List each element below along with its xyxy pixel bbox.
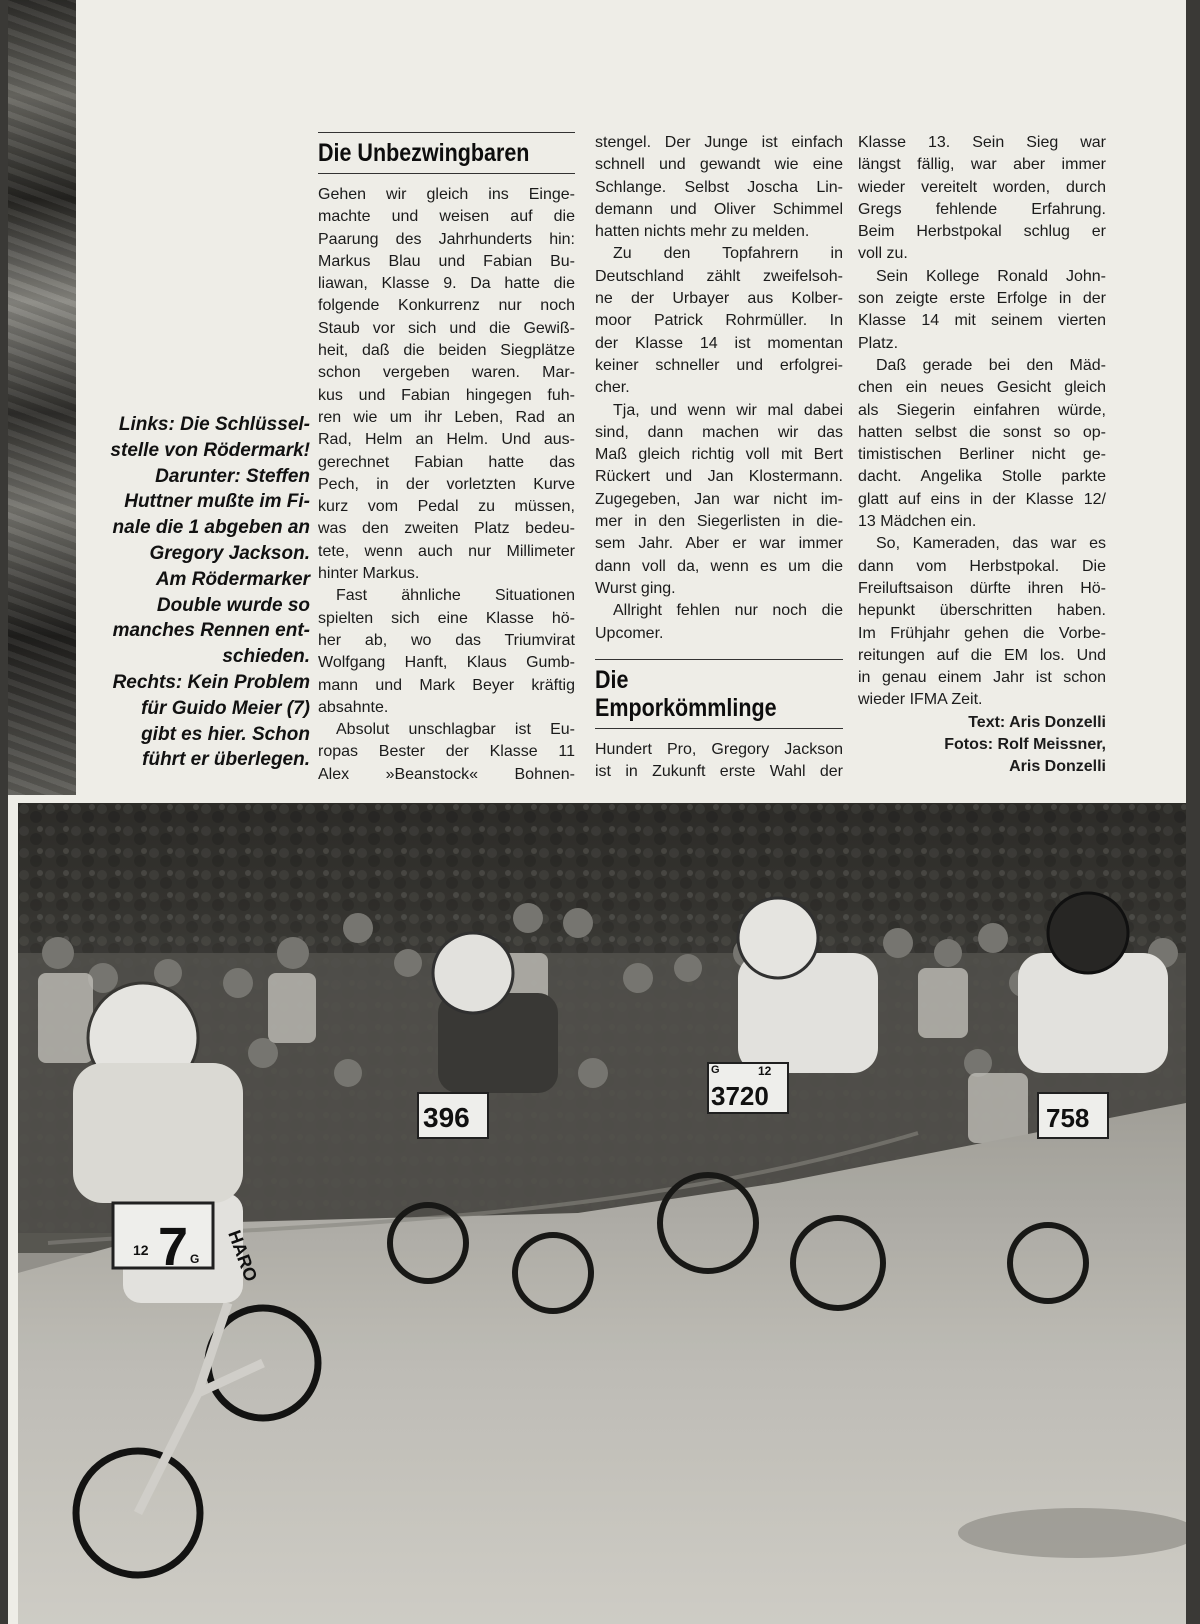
text-line: der Klasse 14 ist momentan [595, 334, 843, 352]
text-line: Zu den Topfahrern in [613, 245, 843, 263]
text-line: Wurst ging. [595, 579, 676, 597]
text-line: machte und weisen auf die [318, 208, 575, 226]
text-line: keiner schneller und erfolgrei- [595, 356, 843, 374]
text-line: mann und Mark Beyer kräftig [318, 676, 575, 694]
plate-letter: G [190, 1252, 200, 1266]
text-line: Klasse 14 mit seinem vierten [858, 312, 1106, 330]
caption-line: Am Rödermarker [155, 568, 310, 590]
text-line: Gregs fehlende Erfahrung. [858, 200, 1106, 218]
plate-number: 396 [423, 1102, 470, 1133]
text-line: heit, daß die beiden Siegplätze [318, 342, 575, 360]
section-heading-line: Die [595, 665, 629, 694]
text-line: als Siegerin einfahren würde, [858, 401, 1106, 419]
photo-caption [60, 412, 310, 773]
text-line: tete, wenn auch nur Millimeter [318, 542, 575, 560]
text-line: son zeigte erste Erfolge in der [858, 290, 1106, 308]
text-line: dann voll da, wenn es um die [595, 557, 843, 575]
text-line: ne der Urbayer aus Kolber- [595, 290, 843, 308]
credit-photos: Aris Donzelli [1009, 758, 1106, 776]
text-line: sem Jahr. Aber er war immer [595, 535, 843, 553]
text-line: Zugegeben, Jan war nicht im- [595, 490, 843, 508]
plate-class: 12 [133, 1242, 149, 1258]
brand-label: HARO [224, 1227, 262, 1285]
heading-rule [595, 659, 843, 660]
plate-number: 758 [1046, 1103, 1090, 1133]
text-line: Freiluftsaison dürfte ihren Hö- [858, 579, 1106, 597]
caption-line: Links: Die Schlüssel- [118, 414, 310, 435]
text-line: schon vergeben waren. Mar- [318, 364, 575, 382]
text-line: Absolut unschlagbar ist Eu- [336, 721, 575, 739]
text-line: gerechnet Fabian hatte das [318, 453, 575, 471]
text-line: Hundert Pro, Gregory Jackson [595, 740, 843, 758]
text-line: längst fällig, war aber immer [858, 156, 1106, 174]
text-line: So, Kameraden, das war es [876, 535, 1106, 553]
article-column-1 [318, 132, 575, 786]
text-line: Fast ähnliche Situationen [336, 587, 575, 605]
article-column-3 [858, 132, 1106, 779]
text-line: Sein Kollege Ronald John- [876, 267, 1106, 285]
text-line: schnell und gewandt wie eine [595, 156, 843, 174]
heading-rule [318, 132, 575, 133]
article-column-2 [595, 132, 843, 783]
text-line: cher. [595, 379, 630, 397]
caption-line: Double wurde so [156, 594, 310, 616]
bmx-race-photo [18, 803, 1186, 1624]
caption-line: Gregory Jackson. [149, 542, 310, 564]
section-heading: Die Unbezwingbaren [318, 139, 530, 167]
caption-line: für Guido Meier (7) [141, 697, 310, 719]
text-line: Gehen wir gleich ins Einge- [318, 186, 575, 203]
text-line: Pech, in der vorletzten Kurve [318, 475, 575, 493]
magazine-page [8, 0, 1186, 1624]
text-line: in genau einem Jahr ist schon [858, 669, 1106, 687]
caption-line: Darunter: Steffen [155, 465, 310, 487]
plate-letter: G [711, 1064, 720, 1076]
text-line: Maß gleich richtig voll mit Bert [595, 446, 843, 464]
caption-line: manches Rennen ent- [112, 620, 310, 642]
text-line: mer in den Siegerlisten in die- [595, 513, 843, 531]
text-line: kus und Fabian hingegen fuh- [318, 386, 575, 404]
caption-line: stelle von Rödermark! [110, 439, 310, 461]
caption-line: schieden. [222, 646, 310, 668]
text-line: 13 Mädchen ein. [858, 513, 977, 531]
text-line: demann und Oliver Schimmel [595, 200, 843, 218]
text-line: Im Frühjahr gehen die Vorbe- [858, 624, 1106, 642]
text-line: ren wie um ihr Leben, Rad an [318, 408, 575, 426]
text-line: Rad, Helm an Helm. Und aus- [318, 431, 575, 449]
text-line: Wolfgang Hanft, Klaus Gumb- [318, 654, 575, 672]
text-line: absahnte. [318, 698, 389, 716]
caption-line: Huttner mußte im Fi- [124, 491, 310, 513]
text-line: Beim Herbstpokal schlug er [858, 223, 1106, 241]
text-line: Platz. [858, 334, 899, 352]
text-line: hinter Markus. [318, 565, 420, 583]
plate-class: 12 [758, 1064, 772, 1078]
section-heading-line: Emporkömmlinge [595, 693, 777, 722]
text-line: Allright fehlen nur noch die [613, 602, 843, 620]
caption-line: führt er überlegen. [142, 749, 310, 771]
text-line: dacht. Angelika Stolle parkte [858, 468, 1106, 486]
text-line: Schlange. Selbst Joscha Lin- [595, 178, 843, 196]
text-line: Alex »Beanstock« Bohnen- [318, 765, 575, 783]
text-line: Tja, und wenn wir mal dabei [613, 401, 843, 419]
credit-photos: Fotos: Rolf Meissner, [944, 736, 1106, 754]
text-line: Markus Blau und Fabian Bu- [318, 252, 575, 270]
text-line: reitungen auf die EM los. Und [858, 646, 1106, 664]
caption-line: gibt es hier. Schon [141, 723, 310, 745]
text-line: ist in Zukunft erste Wahl der [595, 763, 843, 781]
text-line: ropas Bester der Klasse 11 [318, 743, 575, 761]
text-line: glatt auf eins in der Klasse 12/ [858, 490, 1106, 508]
text-line: spielten sich eine Klasse hö- [318, 609, 575, 627]
text-line: hatten nichts mehr zu melden. [595, 223, 810, 241]
text-line: stengel. Der Junge ist einfach [595, 134, 843, 151]
text-line: Staub vor sich und die Gewiß- [318, 319, 575, 337]
text-line: liawan, Klasse 9. Da hatte die [318, 275, 575, 293]
text-line: Deutschland zählt zweifelsoh- [595, 267, 843, 285]
text-line: Upcomer. [595, 624, 664, 642]
heading-rule [318, 173, 575, 174]
text-line: Paarung des Jahrhunderts hin: [318, 230, 575, 248]
text-line: wieder vereitelt worden, durch [858, 178, 1106, 196]
text-line: voll zu. [858, 245, 908, 263]
text-line: timistischen Berliner nicht ge- [858, 446, 1106, 464]
plate-number: 3720 [711, 1081, 769, 1111]
caption-line: nale die 1 abgeben an [112, 517, 310, 539]
text-line: moor Patrick Rohrmüller. In [595, 312, 843, 330]
plate-number: 7 [158, 1217, 189, 1277]
photo-illustration [18, 803, 1186, 1624]
text-line: hepunkt überschritten haben. [858, 602, 1106, 620]
heading-rule [595, 728, 843, 729]
text-line: hatten selbst die sonst so op- [858, 423, 1106, 441]
text-line: was den zweiten Platz bedeu- [318, 520, 575, 538]
text-line: wieder IFMA Zeit. [858, 691, 983, 709]
text-line: her ab, wo das Triumvirat [318, 631, 575, 649]
caption-line: Rechts: Kein Problem [112, 671, 310, 693]
section-heading-block [595, 659, 843, 729]
text-line: sind, dann machen wir das [595, 423, 843, 441]
text-line: Klasse 13. Sein Sieg war [858, 134, 1106, 151]
text-line: dann vom Herbstpokal. Die [858, 557, 1106, 575]
text-line: Daß gerade bei den Mäd- [876, 356, 1106, 374]
text-line: chen ein neues Gesicht gleich [858, 379, 1106, 397]
text-line: folgende Konkurrenz nur noch [318, 297, 575, 315]
text-line: kurz vom Pedal zu müssen, [318, 498, 575, 516]
credit-text: Text: Aris Donzelli [968, 713, 1106, 731]
text-line: Rückert und Jan Klostermann. [595, 468, 843, 486]
